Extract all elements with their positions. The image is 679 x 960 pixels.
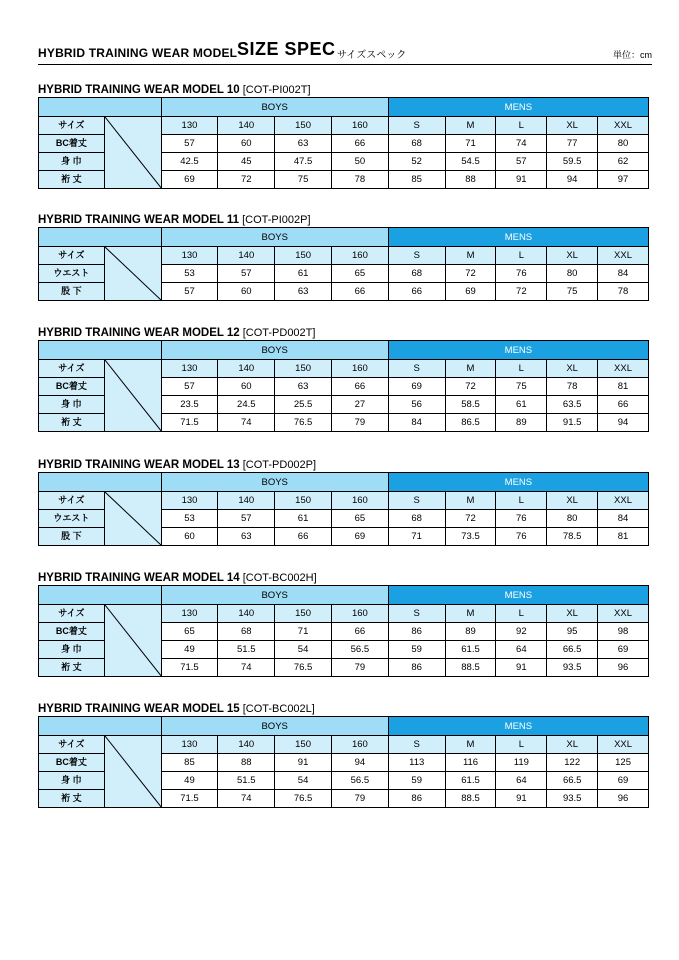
boys-value: 74 xyxy=(218,790,275,808)
boys-value: 51.5 xyxy=(218,772,275,790)
boys-value: 72 xyxy=(218,171,275,189)
mens-value: 69 xyxy=(598,772,649,790)
mens-size-label: M xyxy=(445,117,496,135)
boys-value: 78 xyxy=(331,171,388,189)
measurement-label: BC着丈 xyxy=(39,623,105,641)
header-spacer xyxy=(39,473,162,492)
boys-size-label: 130 xyxy=(161,736,218,754)
boys-value: 66 xyxy=(331,623,388,641)
mens-value: 66 xyxy=(598,396,649,414)
mens-header: MENS xyxy=(388,341,648,360)
mens-size-label: S xyxy=(388,492,445,510)
measurement-label: BC着丈 xyxy=(39,754,105,772)
section-product-code: [COT-PD002T] xyxy=(242,327,316,339)
measurement-label: 裄 丈 xyxy=(39,171,105,189)
mens-size-label: XL xyxy=(547,117,598,135)
mens-value: 91 xyxy=(496,790,547,808)
mens-header: MENS xyxy=(388,586,648,605)
mens-size-label: XXL xyxy=(598,247,649,265)
mens-value: 71 xyxy=(445,135,496,153)
header-spacer xyxy=(39,228,162,247)
boys-size-label: 160 xyxy=(331,736,388,754)
size-row xyxy=(39,117,649,135)
boys-size-label: 160 xyxy=(331,492,388,510)
boys-value: 53 xyxy=(161,510,218,528)
mens-value: 61.5 xyxy=(445,641,496,659)
mens-value: 80 xyxy=(598,135,649,153)
boys-value: 57 xyxy=(161,283,218,301)
mens-value: 58.5 xyxy=(445,396,496,414)
boys-value: 47.5 xyxy=(275,153,332,171)
section-title xyxy=(38,210,311,226)
boys-size-label: 130 xyxy=(161,360,218,378)
mens-value: 64 xyxy=(496,772,547,790)
mens-value: 66.5 xyxy=(547,641,598,659)
boys-value: 79 xyxy=(331,659,388,677)
boys-size-label: 140 xyxy=(218,360,275,378)
mens-value: 92 xyxy=(496,623,547,641)
measurement-label: BC着丈 xyxy=(39,135,105,153)
boys-value: 60 xyxy=(161,528,218,546)
diagonal-cell xyxy=(104,360,161,432)
header-spacer xyxy=(39,717,162,736)
mens-header: MENS xyxy=(388,98,648,117)
mens-value: 72 xyxy=(445,265,496,283)
boys-value: 76.5 xyxy=(275,659,332,677)
section-product-code: [COT-PI002P] xyxy=(242,214,311,226)
measurement-label: 身 巾 xyxy=(39,772,105,790)
mens-header: MENS xyxy=(388,228,648,247)
boys-value: 75 xyxy=(275,171,332,189)
diagonal-line xyxy=(105,117,161,189)
mens-value: 86.5 xyxy=(445,414,496,432)
mens-value: 63.5 xyxy=(547,396,598,414)
header-spacer xyxy=(39,586,162,605)
mens-value: 68 xyxy=(388,265,445,283)
boys-value: 61 xyxy=(275,510,332,528)
mens-value: 84 xyxy=(388,414,445,432)
mens-value: 93.5 xyxy=(547,659,598,677)
mens-size-label: M xyxy=(445,360,496,378)
boys-value: 24.5 xyxy=(218,396,275,414)
mens-value: 89 xyxy=(496,414,547,432)
mens-value: 86 xyxy=(388,659,445,677)
size-row-label: サイズ xyxy=(39,247,105,265)
boys-size-label: 150 xyxy=(275,736,332,754)
section-model-name: HYBRID TRAINING WEAR MODEL 15 xyxy=(38,703,240,715)
header-size-spec: SIZE SPEC xyxy=(237,39,336,59)
mens-size-label: L xyxy=(496,247,547,265)
boys-value: 50 xyxy=(331,153,388,171)
boys-size-label: 160 xyxy=(332,360,389,378)
mens-value: 91 xyxy=(496,171,547,189)
boys-value: 56.5 xyxy=(331,641,388,659)
measurement-label: 裄 丈 xyxy=(39,790,105,808)
boys-header: BOYS xyxy=(161,341,388,360)
mens-size-label: M xyxy=(445,247,496,265)
boys-value: 65 xyxy=(161,623,218,641)
boys-value: 42.5 xyxy=(161,153,218,171)
size-table xyxy=(38,472,649,546)
boys-size-label: 130 xyxy=(161,117,218,135)
boys-value: 54 xyxy=(275,772,332,790)
boys-value: 74 xyxy=(218,659,275,677)
mens-value: 116 xyxy=(445,754,496,772)
diagonal-line xyxy=(105,492,161,546)
section-model-name: HYBRID TRAINING WEAR MODEL 12 xyxy=(38,327,240,339)
group-header-row xyxy=(39,341,649,360)
boys-value: 68 xyxy=(218,623,275,641)
mens-value: 76 xyxy=(496,528,547,546)
mens-value: 71 xyxy=(388,528,445,546)
boys-value: 71.5 xyxy=(161,414,218,432)
boys-value: 71 xyxy=(275,623,332,641)
section-title xyxy=(38,80,311,96)
mens-value: 75 xyxy=(496,378,547,396)
mens-size-label: XL xyxy=(547,736,598,754)
boys-size-label: 150 xyxy=(275,605,332,623)
mens-header: MENS xyxy=(388,473,648,492)
diagonal-line xyxy=(105,736,161,808)
mens-value: 96 xyxy=(598,659,649,677)
mens-value: 93.5 xyxy=(547,790,598,808)
boys-size-label: 130 xyxy=(161,247,218,265)
boys-value: 60 xyxy=(218,135,275,153)
boys-value: 79 xyxy=(331,790,388,808)
page-header xyxy=(38,38,652,65)
mens-value: 72 xyxy=(496,283,547,301)
mens-value: 61 xyxy=(496,396,547,414)
boys-header: BOYS xyxy=(161,98,388,117)
mens-value: 88 xyxy=(445,171,496,189)
mens-size-label: S xyxy=(388,247,445,265)
diagonal-cell xyxy=(104,247,161,301)
mens-value: 54.5 xyxy=(445,153,496,171)
mens-value: 66.5 xyxy=(547,772,598,790)
mens-value: 61.5 xyxy=(445,772,496,790)
boys-value: 91 xyxy=(275,754,332,772)
size-row xyxy=(39,360,649,378)
mens-size-label: M xyxy=(445,492,496,510)
mens-value: 122 xyxy=(547,754,598,772)
mens-value: 62 xyxy=(598,153,649,171)
boys-value: 57 xyxy=(161,378,218,396)
boys-value: 71.5 xyxy=(161,659,218,677)
boys-value: 69 xyxy=(161,171,218,189)
size-row-label: サイズ xyxy=(39,360,105,378)
boys-header: BOYS xyxy=(161,717,388,736)
boys-value: 60 xyxy=(218,283,275,301)
mens-size-label: XXL xyxy=(598,605,649,623)
boys-size-label: 140 xyxy=(218,492,275,510)
mens-size-label: L xyxy=(496,492,547,510)
measurement-label: 裄 丈 xyxy=(39,659,105,677)
boys-value: 66 xyxy=(332,283,389,301)
header-spacer xyxy=(39,98,162,117)
group-header-row xyxy=(39,228,649,247)
boys-value: 23.5 xyxy=(161,396,218,414)
mens-value: 88.5 xyxy=(445,790,496,808)
measurement-label: 股 下 xyxy=(39,283,105,301)
boys-value: 76.5 xyxy=(275,414,332,432)
mens-value: 125 xyxy=(598,754,649,772)
mens-value: 57 xyxy=(496,153,547,171)
mens-value: 94 xyxy=(547,171,598,189)
boys-value: 53 xyxy=(161,265,218,283)
mens-value: 89 xyxy=(445,623,496,641)
boys-value: 63 xyxy=(275,283,332,301)
boys-size-label: 150 xyxy=(275,360,332,378)
mens-value: 86 xyxy=(388,623,445,641)
mens-size-label: L xyxy=(496,360,547,378)
boys-value: 57 xyxy=(161,135,218,153)
mens-value: 94 xyxy=(598,414,649,432)
mens-size-label: XXL xyxy=(598,360,649,378)
section-product-code: [COT-BC002L] xyxy=(242,703,315,715)
mens-value: 84 xyxy=(598,265,649,283)
boys-value: 74 xyxy=(218,414,275,432)
group-header-row xyxy=(39,98,649,117)
size-table xyxy=(38,227,649,301)
mens-value: 78 xyxy=(598,283,649,301)
group-header-row xyxy=(39,586,649,605)
mens-value: 73.5 xyxy=(445,528,496,546)
boys-size-label: 160 xyxy=(331,605,388,623)
boys-size-label: 140 xyxy=(218,736,275,754)
boys-size-label: 160 xyxy=(332,247,389,265)
header-spacer xyxy=(39,341,162,360)
size-row xyxy=(39,492,649,510)
mens-size-label: S xyxy=(388,605,445,623)
size-row-label: サイズ xyxy=(39,492,105,510)
boys-value: 94 xyxy=(331,754,388,772)
mens-value: 80 xyxy=(547,265,598,283)
size-row-label: サイズ xyxy=(39,736,105,754)
header-unit: 単位：cm xyxy=(613,50,652,60)
header-model-name: HYBRID TRAINING WEAR MODEL xyxy=(38,46,238,60)
boys-value: 63 xyxy=(275,378,332,396)
boys-value: 45 xyxy=(218,153,275,171)
group-header-row xyxy=(39,717,649,736)
mens-value: 56 xyxy=(388,396,445,414)
size-table xyxy=(38,716,649,808)
boys-size-label: 160 xyxy=(331,117,388,135)
boys-value: 25.5 xyxy=(275,396,332,414)
boys-value: 51.5 xyxy=(218,641,275,659)
mens-value: 88.5 xyxy=(445,659,496,677)
size-row-label: サイズ xyxy=(39,605,105,623)
section-model-name: HYBRID TRAINING WEAR MODEL 13 xyxy=(38,459,240,471)
diagonal-cell xyxy=(104,736,161,808)
mens-size-label: L xyxy=(496,605,547,623)
boys-header: BOYS xyxy=(161,228,388,247)
mens-value: 78.5 xyxy=(547,528,598,546)
mens-size-label: S xyxy=(388,117,445,135)
size-row xyxy=(39,247,649,265)
section-product-code: [COT-BC002H] xyxy=(242,572,317,584)
mens-value: 80 xyxy=(547,510,598,528)
mens-size-label: XXL xyxy=(598,492,649,510)
boys-value: 63 xyxy=(218,528,275,546)
mens-value: 59 xyxy=(388,641,445,659)
mens-value: 77 xyxy=(547,135,598,153)
mens-size-label: XXL xyxy=(598,736,649,754)
mens-value: 69 xyxy=(445,283,496,301)
mens-value: 76 xyxy=(496,265,547,283)
mens-size-label: M xyxy=(445,605,496,623)
mens-size-label: S xyxy=(388,736,445,754)
boys-value: 85 xyxy=(161,754,218,772)
mens-value: 52 xyxy=(388,153,445,171)
measurement-label: 裄 丈 xyxy=(39,414,105,432)
mens-value: 59.5 xyxy=(547,153,598,171)
size-row xyxy=(39,605,649,623)
boys-size-label: 150 xyxy=(275,117,332,135)
section-title xyxy=(38,323,315,339)
mens-value: 86 xyxy=(388,790,445,808)
boys-value: 63 xyxy=(275,135,332,153)
boys-value: 71.5 xyxy=(161,790,218,808)
size-table xyxy=(38,97,649,189)
size-table xyxy=(38,340,649,432)
section-title xyxy=(38,699,315,715)
mens-value: 98 xyxy=(598,623,649,641)
mens-value: 66 xyxy=(388,283,445,301)
mens-size-label: XXL xyxy=(598,117,649,135)
boys-header: BOYS xyxy=(161,473,388,492)
mens-value: 68 xyxy=(388,135,445,153)
section-title xyxy=(38,455,316,471)
boys-value: 54 xyxy=(275,641,332,659)
mens-value: 75 xyxy=(547,283,598,301)
mens-value: 96 xyxy=(598,790,649,808)
section-model-name: HYBRID TRAINING WEAR MODEL 10 xyxy=(38,84,240,96)
size-row-label: サイズ xyxy=(39,117,105,135)
boys-value: 60 xyxy=(218,378,275,396)
boys-value: 49 xyxy=(161,641,218,659)
measurement-label: BC着丈 xyxy=(39,378,105,396)
measurement-label: ウエスト xyxy=(39,265,105,283)
diagonal-line xyxy=(105,605,161,677)
boys-value: 66 xyxy=(275,528,332,546)
boys-header: BOYS xyxy=(161,586,388,605)
mens-value: 119 xyxy=(496,754,547,772)
boys-value: 27 xyxy=(332,396,389,414)
mens-value: 64 xyxy=(496,641,547,659)
mens-size-label: L xyxy=(496,117,547,135)
boys-value: 56.5 xyxy=(331,772,388,790)
boys-value: 88 xyxy=(218,754,275,772)
boys-size-label: 140 xyxy=(218,605,275,623)
mens-value: 85 xyxy=(388,171,445,189)
mens-size-label: XL xyxy=(547,492,598,510)
mens-value: 95 xyxy=(547,623,598,641)
measurement-label: 身 巾 xyxy=(39,153,105,171)
mens-size-label: XL xyxy=(547,605,598,623)
measurement-label: 股 下 xyxy=(39,528,105,546)
boys-value: 65 xyxy=(331,510,388,528)
size-row xyxy=(39,736,649,754)
mens-size-label: XL xyxy=(547,247,598,265)
mens-size-label: M xyxy=(445,736,496,754)
mens-size-label: S xyxy=(388,360,445,378)
mens-header: MENS xyxy=(388,717,648,736)
boys-value: 57 xyxy=(218,510,275,528)
boys-size-label: 150 xyxy=(275,247,332,265)
boys-size-label: 140 xyxy=(218,247,275,265)
diagonal-cell xyxy=(104,605,161,677)
mens-value: 91.5 xyxy=(547,414,598,432)
section-title xyxy=(38,568,317,584)
diagonal-cell xyxy=(104,492,161,546)
boys-value: 79 xyxy=(332,414,389,432)
boys-size-label: 140 xyxy=(218,117,275,135)
section-model-name: HYBRID TRAINING WEAR MODEL 14 xyxy=(38,572,240,584)
group-header-row xyxy=(39,473,649,492)
boys-size-label: 150 xyxy=(275,492,332,510)
header-size-spec-kana: サイズスペック xyxy=(337,50,407,61)
mens-value: 74 xyxy=(496,135,547,153)
diagonal-cell xyxy=(104,117,161,189)
diagonal-line xyxy=(105,360,161,432)
mens-value: 84 xyxy=(598,510,649,528)
size-table xyxy=(38,585,649,677)
mens-size-label: L xyxy=(496,736,547,754)
mens-value: 72 xyxy=(445,510,496,528)
mens-value: 72 xyxy=(445,378,496,396)
mens-value: 68 xyxy=(388,510,445,528)
section-product-code: [COT-PD002P] xyxy=(242,459,317,471)
boys-value: 66 xyxy=(331,135,388,153)
boys-value: 76.5 xyxy=(275,790,332,808)
mens-value: 69 xyxy=(598,641,649,659)
mens-value: 97 xyxy=(598,171,649,189)
mens-value: 113 xyxy=(388,754,445,772)
boys-value: 61 xyxy=(275,265,332,283)
boys-value: 49 xyxy=(161,772,218,790)
measurement-label: 身 巾 xyxy=(39,641,105,659)
measurement-label: ウエスト xyxy=(39,510,105,528)
section-model-name: HYBRID TRAINING WEAR MODEL 11 xyxy=(38,214,240,226)
boys-size-label: 130 xyxy=(161,492,218,510)
boys-value: 57 xyxy=(218,265,275,283)
mens-value: 78 xyxy=(547,378,598,396)
boys-value: 66 xyxy=(332,378,389,396)
mens-value: 91 xyxy=(496,659,547,677)
mens-value: 81 xyxy=(598,378,649,396)
boys-value: 65 xyxy=(332,265,389,283)
mens-size-label: XL xyxy=(547,360,598,378)
measurement-label: 身 巾 xyxy=(39,396,105,414)
mens-value: 59 xyxy=(388,772,445,790)
boys-value: 69 xyxy=(331,528,388,546)
mens-value: 69 xyxy=(388,378,445,396)
mens-value: 81 xyxy=(598,528,649,546)
section-product-code: [COT-PI002T] xyxy=(242,84,311,96)
boys-size-label: 130 xyxy=(161,605,218,623)
mens-value: 76 xyxy=(496,510,547,528)
diagonal-line xyxy=(105,247,161,301)
